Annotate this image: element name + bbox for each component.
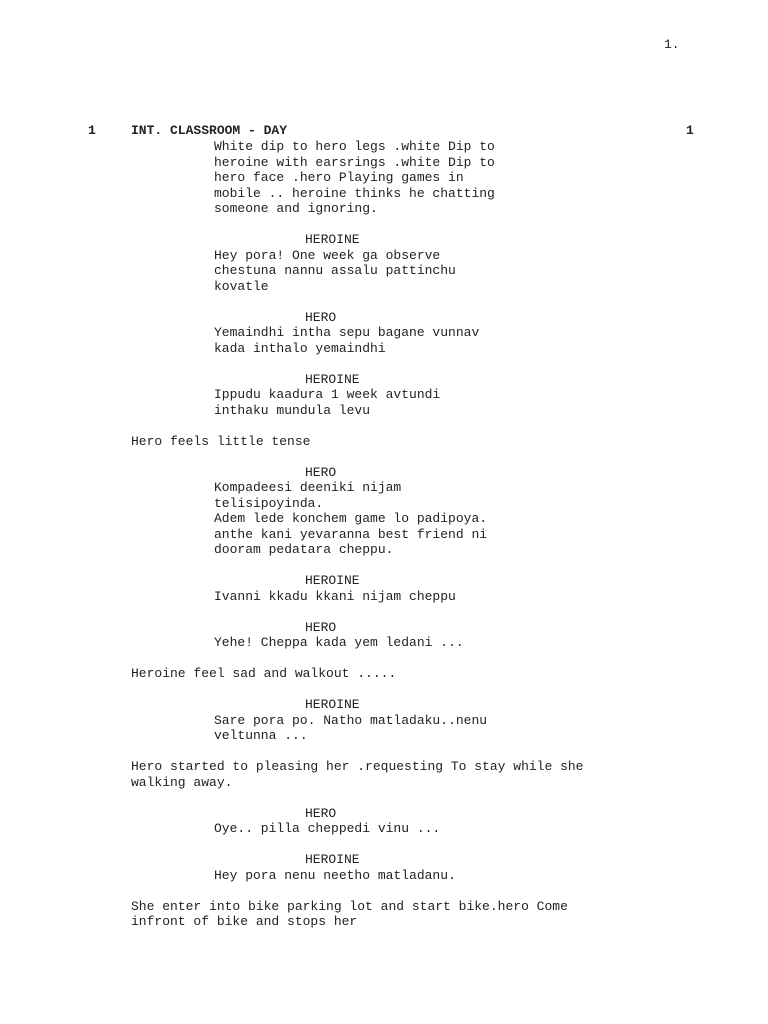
action-line: She enter into bike parking lot and start bike.hero Come infront of bike and stops her xyxy=(131,898,568,929)
character-name: HEROINE xyxy=(305,852,360,867)
scene-slugline: INT. CLASSROOM - DAY xyxy=(131,123,288,138)
character-name: HEROINE xyxy=(305,573,360,588)
dialogue: Yehe! Cheppa kada yem ledani ... xyxy=(214,635,464,650)
opening-action: White dip to hero legs .white Dip to heroine with earsrings .white Dip to hero face .hero Playing games in mobile .. heroine thinks he chatting someone and ignoring. xyxy=(214,139,495,216)
script-body xyxy=(0,139,768,930)
action-line: Hero started to pleasing her .requesting To stay while she walking away. xyxy=(131,759,584,790)
character-name: HEROINE xyxy=(305,371,360,387)
character-name: HEROINE xyxy=(305,232,360,247)
character-name: HERO xyxy=(305,619,337,635)
dialogue: Hey pora! One week ga observe chestuna nannu assalu pattinchu kovatle xyxy=(214,247,456,294)
dialogue: Ippudu kaadura 1 week avtundi inthaku mundula levu xyxy=(214,387,441,418)
page-number: 1. xyxy=(664,37,680,52)
character-name: HERO xyxy=(305,464,337,480)
dialogue: Hey pora nenu neetho matladanu. xyxy=(214,867,456,883)
scene-number-right: 1 xyxy=(686,123,694,138)
dialogue: Sare pora po. Natho matladaku..nenu veltunna ... xyxy=(214,712,488,743)
dialogue: Yemaindhi intha sepu bagane vunnav kada inthalo yemaindhi xyxy=(214,325,480,356)
scene-heading xyxy=(0,123,768,140)
character-name: HERO xyxy=(305,309,337,325)
action-line: Heroine feel sad and walkout ..... xyxy=(131,666,397,681)
action-line: Hero feels little tense xyxy=(131,433,311,449)
character-name: HERO xyxy=(305,805,337,821)
character-name: HEROINE xyxy=(305,697,360,712)
scene-number-left: 1 xyxy=(88,123,96,138)
dialogue: Ivanni kkadu kkani nijam cheppu xyxy=(214,588,456,604)
dialogue: Kompadeesi deeniki nijam telisipoyinda. Adem lede konchem game lo padipoya. anthe kani yevaranna best friend ni dooram pedatara cheppu. xyxy=(214,480,488,557)
dialogue: Oye.. pilla cheppedi vinu ... xyxy=(214,821,441,836)
